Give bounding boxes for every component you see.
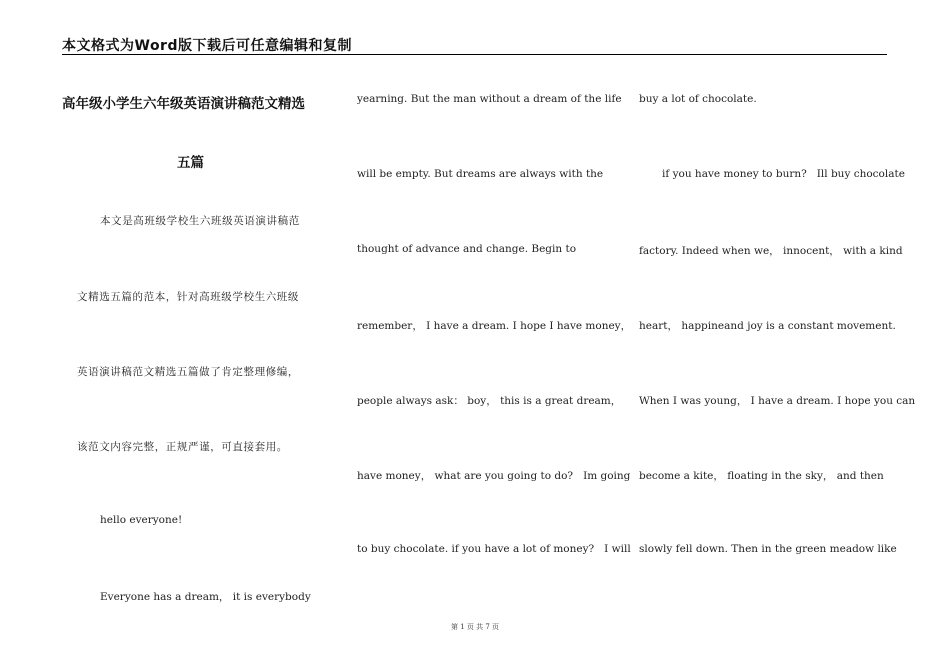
column-3-line-6: become a kite， floating in the sky， and then xyxy=(639,470,884,482)
column-2-line-4: remember， I have a dream. I hope I have money， xyxy=(357,320,632,332)
page-header-text: 本文格式为Word版下载后可任意编辑和复制 xyxy=(62,38,352,54)
column-3-line-1: buy a lot of chocolate. xyxy=(639,93,757,105)
column-3-line-5: When I was young， I have a dream. I hope you can xyxy=(639,395,916,407)
column-2-line-3: thought of advance and change. Begin to xyxy=(357,243,577,255)
column-2-line-1: yearning. But the man without a dream of the life xyxy=(357,93,622,105)
column-3-line-4: heart， happineand joy is a constant movement. xyxy=(639,320,896,332)
column-2-line-2: will be empty. But dreams are always with the xyxy=(357,168,604,180)
column-1-line-5: hello everyone! xyxy=(100,514,183,526)
column-3-line-3: factory. Indeed when we， innocent， with a kind xyxy=(639,245,903,257)
header-rule xyxy=(62,54,887,55)
document-title-line-2: 五篇 xyxy=(177,155,204,171)
column-1-line-3: 英语演讲稿范文精选五篇做了肯定整理修编， xyxy=(77,366,299,378)
column-1-line-2: 文精选五篇的范本，针对高班级学校生六班级 xyxy=(77,291,299,303)
column-3-line-7: slowly fell down. Then in the green meadow like xyxy=(639,543,897,555)
page-number-footer: 第 1 页 共 7 页 xyxy=(450,623,500,631)
column-1-line-1: 本文是高班级学校生六班级英语演讲稿范 xyxy=(100,215,300,227)
column-1-line-6: Everyone has a dream， it is everybody xyxy=(100,591,311,603)
column-2-line-7: to buy chocolate. if you have a lot of money? I will xyxy=(357,543,631,555)
document-title-line-1: 高年级小学生六年级英语演讲稿范文精选 xyxy=(62,96,305,112)
column-2-line-6: have money， what are you going to do? Im going xyxy=(357,470,631,482)
column-3-line-2: if you have money to burn? Ill buy chocolate xyxy=(662,168,905,180)
column-2-line-5: people always ask： boy， this is a great dream， xyxy=(357,395,622,407)
column-1-line-4: 该范文内容完整，正规严谨，可直接套用。 xyxy=(77,441,288,453)
